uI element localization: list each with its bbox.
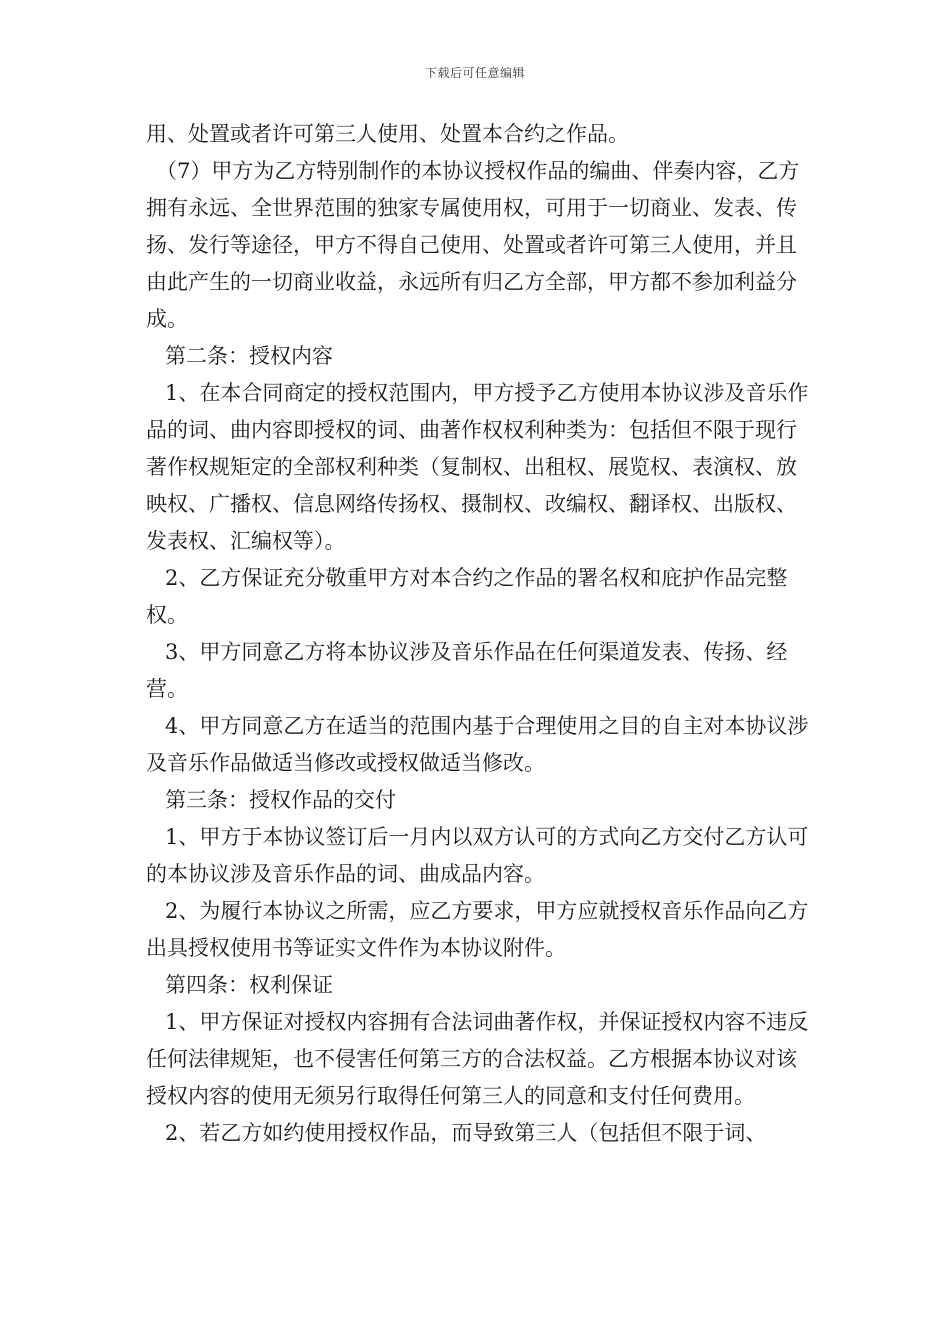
article-2-item-1: 1、在本合同商定的授权范围内，甲方授予乙方使用本协议涉及音乐作品的词、曲内容即授权的词、曲著作权权利种类为：包括但不限于现行著作权规矩定的全部权利种类（复制权、出租权、展览权、表演权、放映权、广播权、信息网络传扬权、摄制权、改编权、翻译权、出版权、发表权、汇编权等）。 <box>146 381 809 553</box>
article-2-item-4: 4、甲方同意乙方在适当的范围内基于合理使用之目的自主对本协议涉及音乐作品做适当修改或授权做适当修改。 <box>146 714 809 775</box>
article-2-item-2: 2、乙方保证充分敬重甲方对本合约之作品的署名权和庇护作品完整权。 <box>146 566 788 627</box>
article-4-item-2: 2、若乙方如约使用授权作品，而导致第三人（包括但不限于词、 <box>165 1121 767 1145</box>
article-3-heading: 第三条：授权作品的交付 <box>165 788 396 812</box>
article-2-item-3: 3、甲方同意乙方将本协议涉及音乐作品在任何渠道发表、传扬、经营。 <box>146 640 788 701</box>
paragraph-continuation: 用、处置或者许可第三人使用、处置本合约之作品。 <box>146 122 629 146</box>
article-3-item-2: 2、为履行本协议之所需，应乙方要求，甲方应就授权音乐作品向乙方出具授权使用书等证实文件作为本协议附件。 <box>146 899 809 960</box>
article-4-item-1: 1、甲方保证对授权内容拥有合法词曲著作权，并保证授权内容不违反任何法律规矩，也不侵害任何第三方的合法权益。乙方根据本协议对该授权内容的使用无须另行取得任何第三人的同意和支付任何费用。 <box>146 1010 809 1108</box>
document-body <box>146 116 810 1152</box>
page-header: 下载后可任意编辑 <box>424 66 525 80</box>
article-3-item-1: 1、甲方于本协议签订后一月内以双方认可的方式向乙方交付乙方认可的本协议涉及音乐作品的词、曲成品内容。 <box>146 825 809 886</box>
article-2-heading: 第二条：授权内容 <box>165 344 333 368</box>
article-4-heading: 第四条：权利保证 <box>165 973 333 997</box>
paragraph-clause-7: （7）甲方为乙方特别制作的本协议授权作品的编曲、伴奏内容，乙方拥有永远、全世界范围的独家专属使用权，可用于一切商业、发表、传扬、发行等途径，甲方不得自己使用、处置或者许可第三人使用，并且由此产生的一切商业收益，永远所有归乙方全部，甲方都不参加利益分成。 <box>146 159 800 331</box>
